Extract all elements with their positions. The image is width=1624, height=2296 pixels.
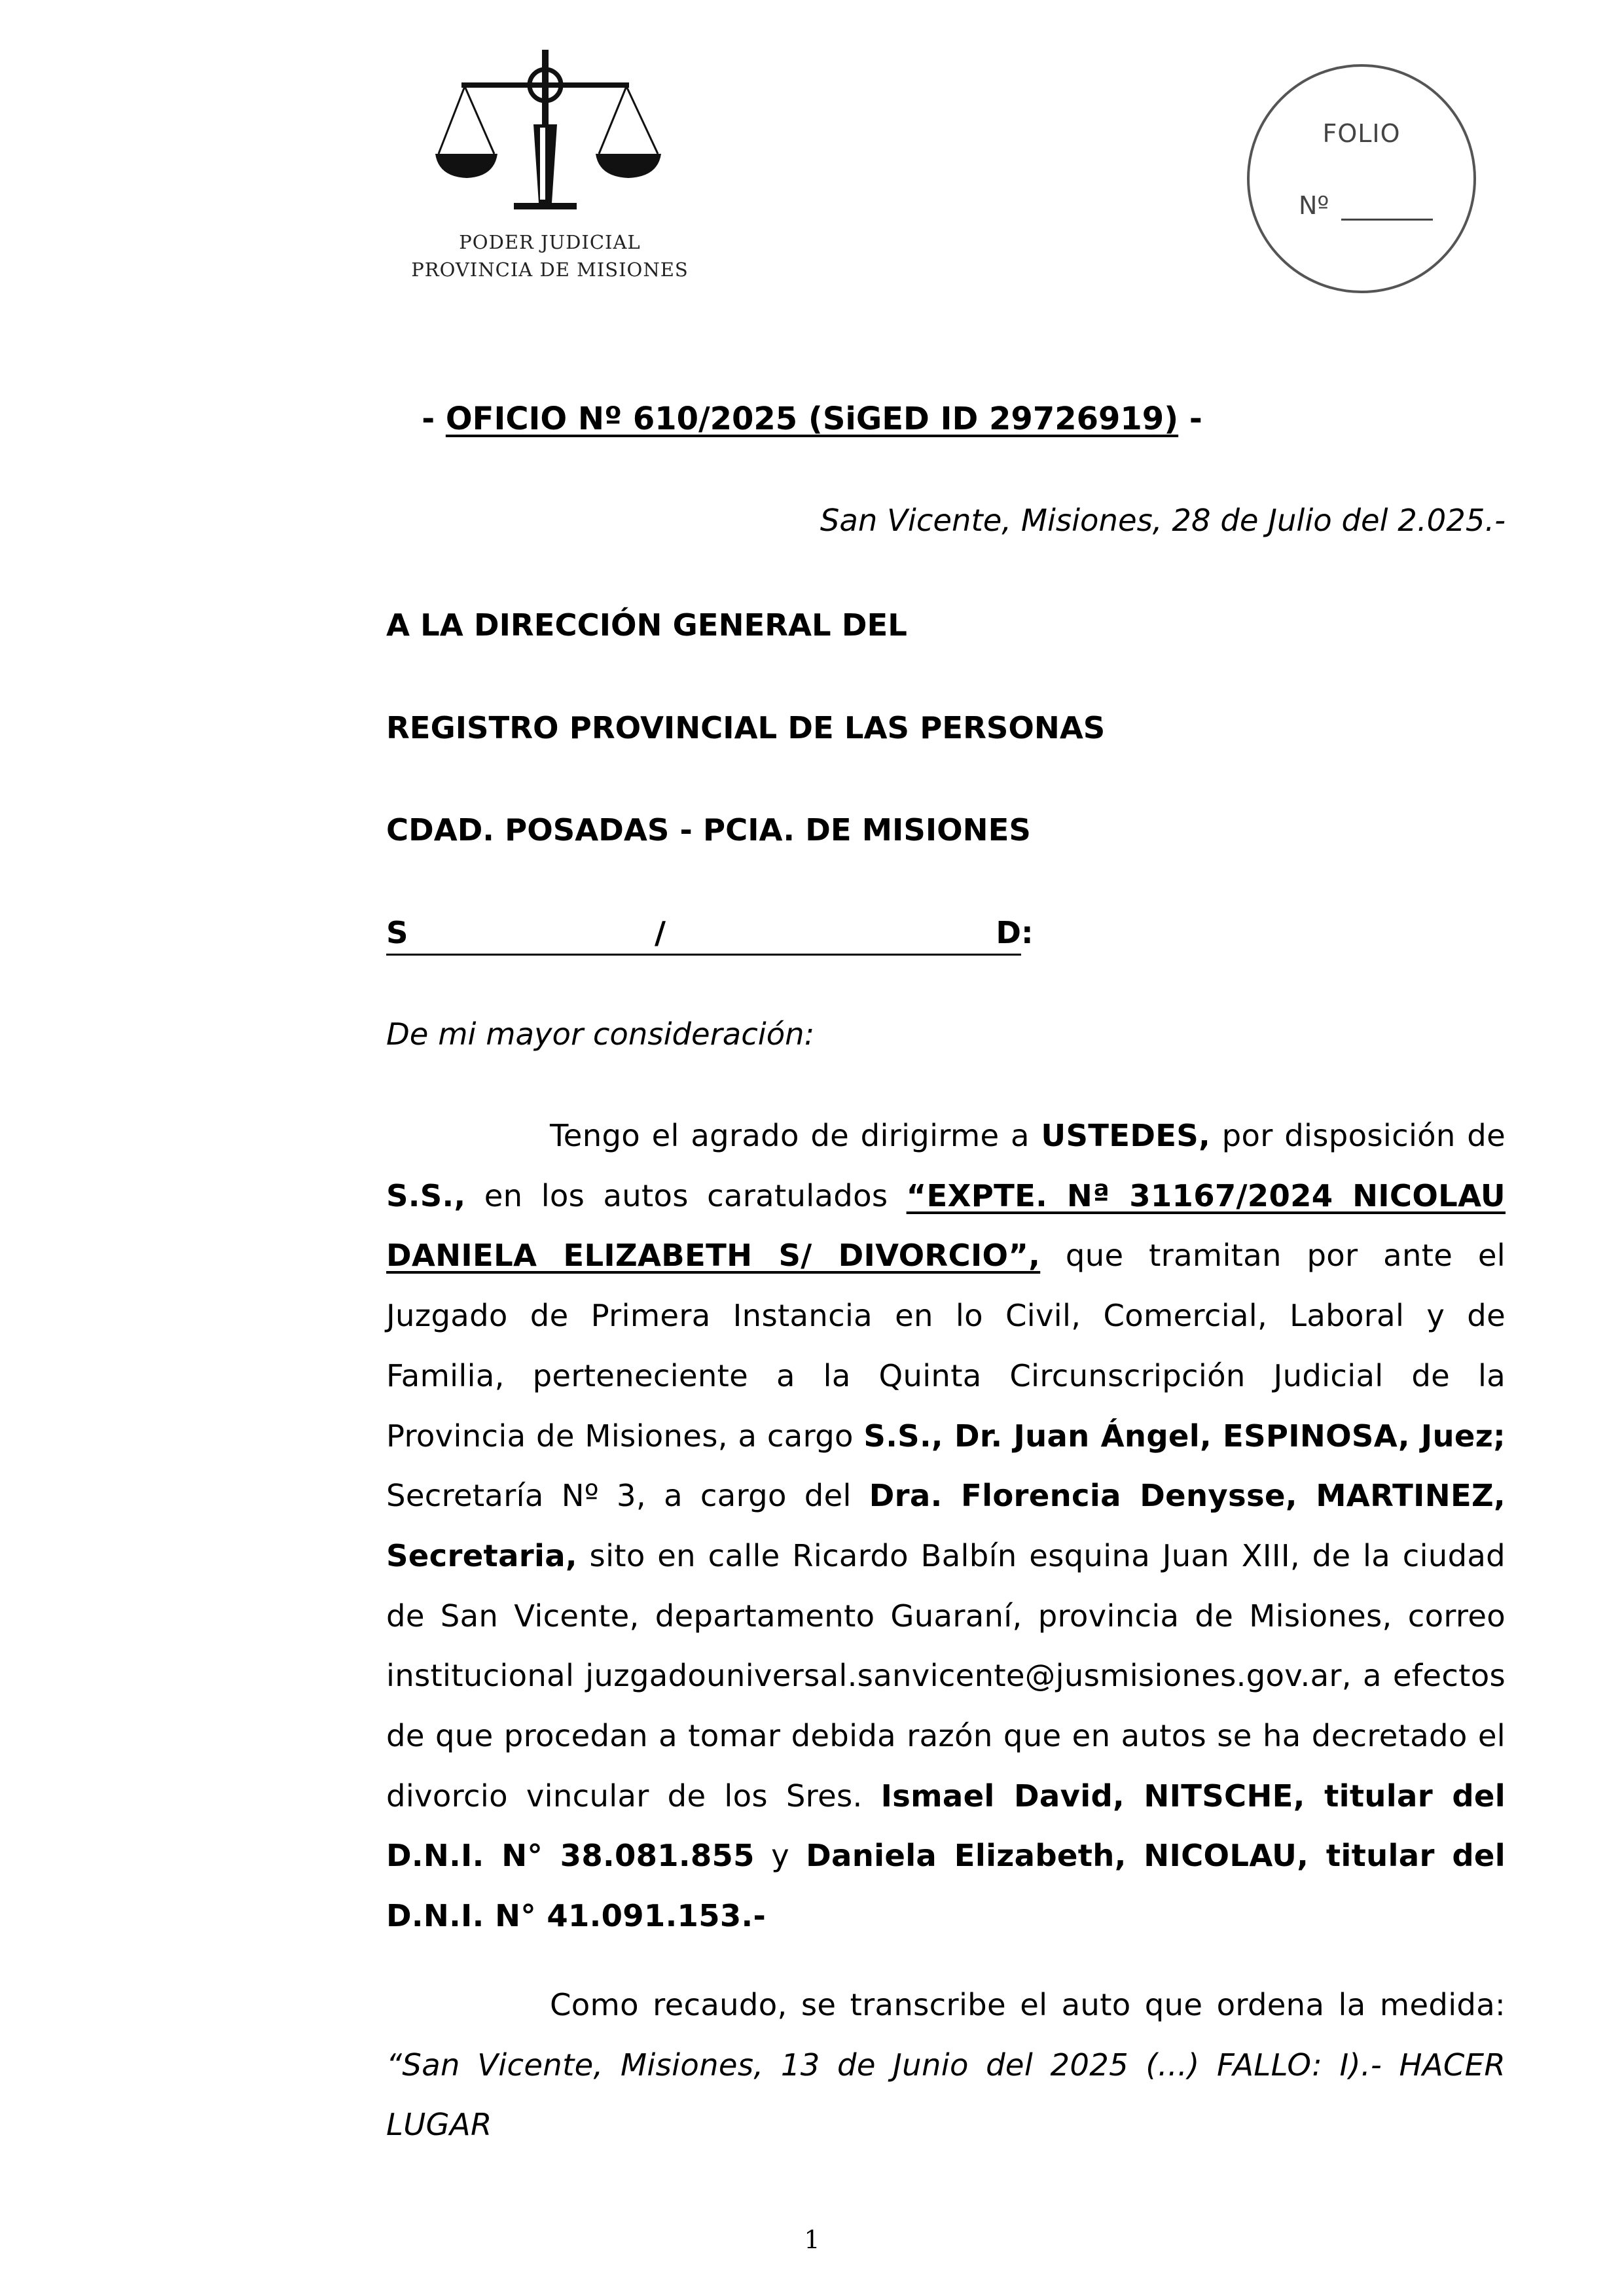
folio-stamp — [1247, 64, 1476, 293]
addressee-line-1: A LA DIRECCIÓN GENERAL DEL — [386, 607, 907, 643]
p1-bold-ss: S.S., — [386, 1177, 466, 1213]
title-suffix: - — [1178, 401, 1202, 437]
p1-judge-name: S.S., Dr. Juan Ángel, ESPINOSA, Juez; — [863, 1418, 1506, 1454]
folio-number-blank — [1341, 219, 1433, 221]
p1-text-3: en los autos caratulados — [465, 1177, 907, 1213]
p2-text-1: Como recaudo, se transcribe el auto que ordena la medida: — [550, 1987, 1506, 2022]
p1-party-2: Daniela Elizabeth, NICOLAU, titular del D.N.I. N° 41.091.153.- — [386, 1838, 1506, 1934]
p1-text-2: por disposición de — [1210, 1118, 1506, 1153]
sd-colon: : — [1021, 915, 1034, 950]
p1-text-6: sito en calle Ricardo Balbín esquina Juan XIII, de la ciudad de San Vicente, departamento Guaraní, provincia de Misiones, correo institucional juzgadouniversal.sanvicente@jusmisiones.gov.ar, a efectos de que procedan a tomar debida razón que en autos se ha decretado el divorcio vincular de los Sres. — [386, 1537, 1506, 1814]
title-main: OFICIO Nº 610/2025 (SiGED ID 29726919) — [445, 401, 1179, 437]
body-paragraph-1 — [386, 1106, 1506, 1946]
sd-s-part — [386, 900, 666, 956]
p2-quoted-ruling: “San Vicente, Misiones, 13 de Junio del 2025 (...) FALLO: I).- HACER LUGAR — [386, 2047, 1506, 2143]
p1-text-5: Secretaría Nº 3, a cargo del — [386, 1478, 869, 1514]
scales-of-justice-icon — [435, 46, 664, 223]
sd-slash: / — [655, 915, 666, 950]
folio-title: FOLIO — [1322, 119, 1401, 148]
folio-number-label: Nº — [1299, 191, 1329, 220]
p1-secretary-name: Dra. Florencia Denysse, MARTINEZ, Secretaria, — [386, 1478, 1506, 1573]
addressee-line-3: CDAD. POSADAS - PCIA. DE MISIONES — [386, 812, 1031, 848]
p1-case-title: “EXPTE. Nª 31167/2024 NICOLAU DANIELA ELIZABETH S/ DIVORCIO”, — [386, 1177, 1506, 1274]
p1-text-7: y — [754, 1838, 806, 1874]
body-paragraph-2 — [386, 1975, 1506, 2155]
su-despacho-line — [386, 900, 1034, 965]
p1-bold-ustedes: USTEDES, — [1041, 1118, 1211, 1153]
document-title — [0, 386, 1624, 452]
salutation: De mi mayor consideración: — [386, 1016, 815, 1052]
page-number: 1 — [804, 2225, 820, 2254]
p1-text-4: que tramitan por ante el Juzgado de Primera Instancia en lo Civil, Comercial, Laboral y de Familia, perteneciente a la Quinta Circunscripción Judicial de la Provincia de Misiones, a cargo — [386, 1238, 1506, 1454]
judicial-seal — [406, 46, 694, 288]
sd-s: S — [386, 915, 408, 950]
seal-line-provincia: PROVINCIA DE MISIONES — [411, 259, 689, 281]
sd-d: D — [996, 915, 1021, 950]
seal-line-poder-judicial: PODER JUDICIAL — [459, 231, 641, 253]
addressee-line-2: REGISTRO PROVINCIAL DE LAS PERSONAS — [386, 710, 1106, 745]
p1-text-1: Tengo el agrado de dirigirme a — [550, 1118, 1041, 1153]
date-line: San Vicente, Misiones, 28 de Julio del 2.025.- — [820, 503, 1506, 538]
title-prefix: - — [422, 401, 446, 437]
sd-d-part — [661, 900, 1021, 956]
p1-party-1: Ismael David, NITSCHE, titular del D.N.I. N° 38.081.855 — [386, 1778, 1506, 1874]
